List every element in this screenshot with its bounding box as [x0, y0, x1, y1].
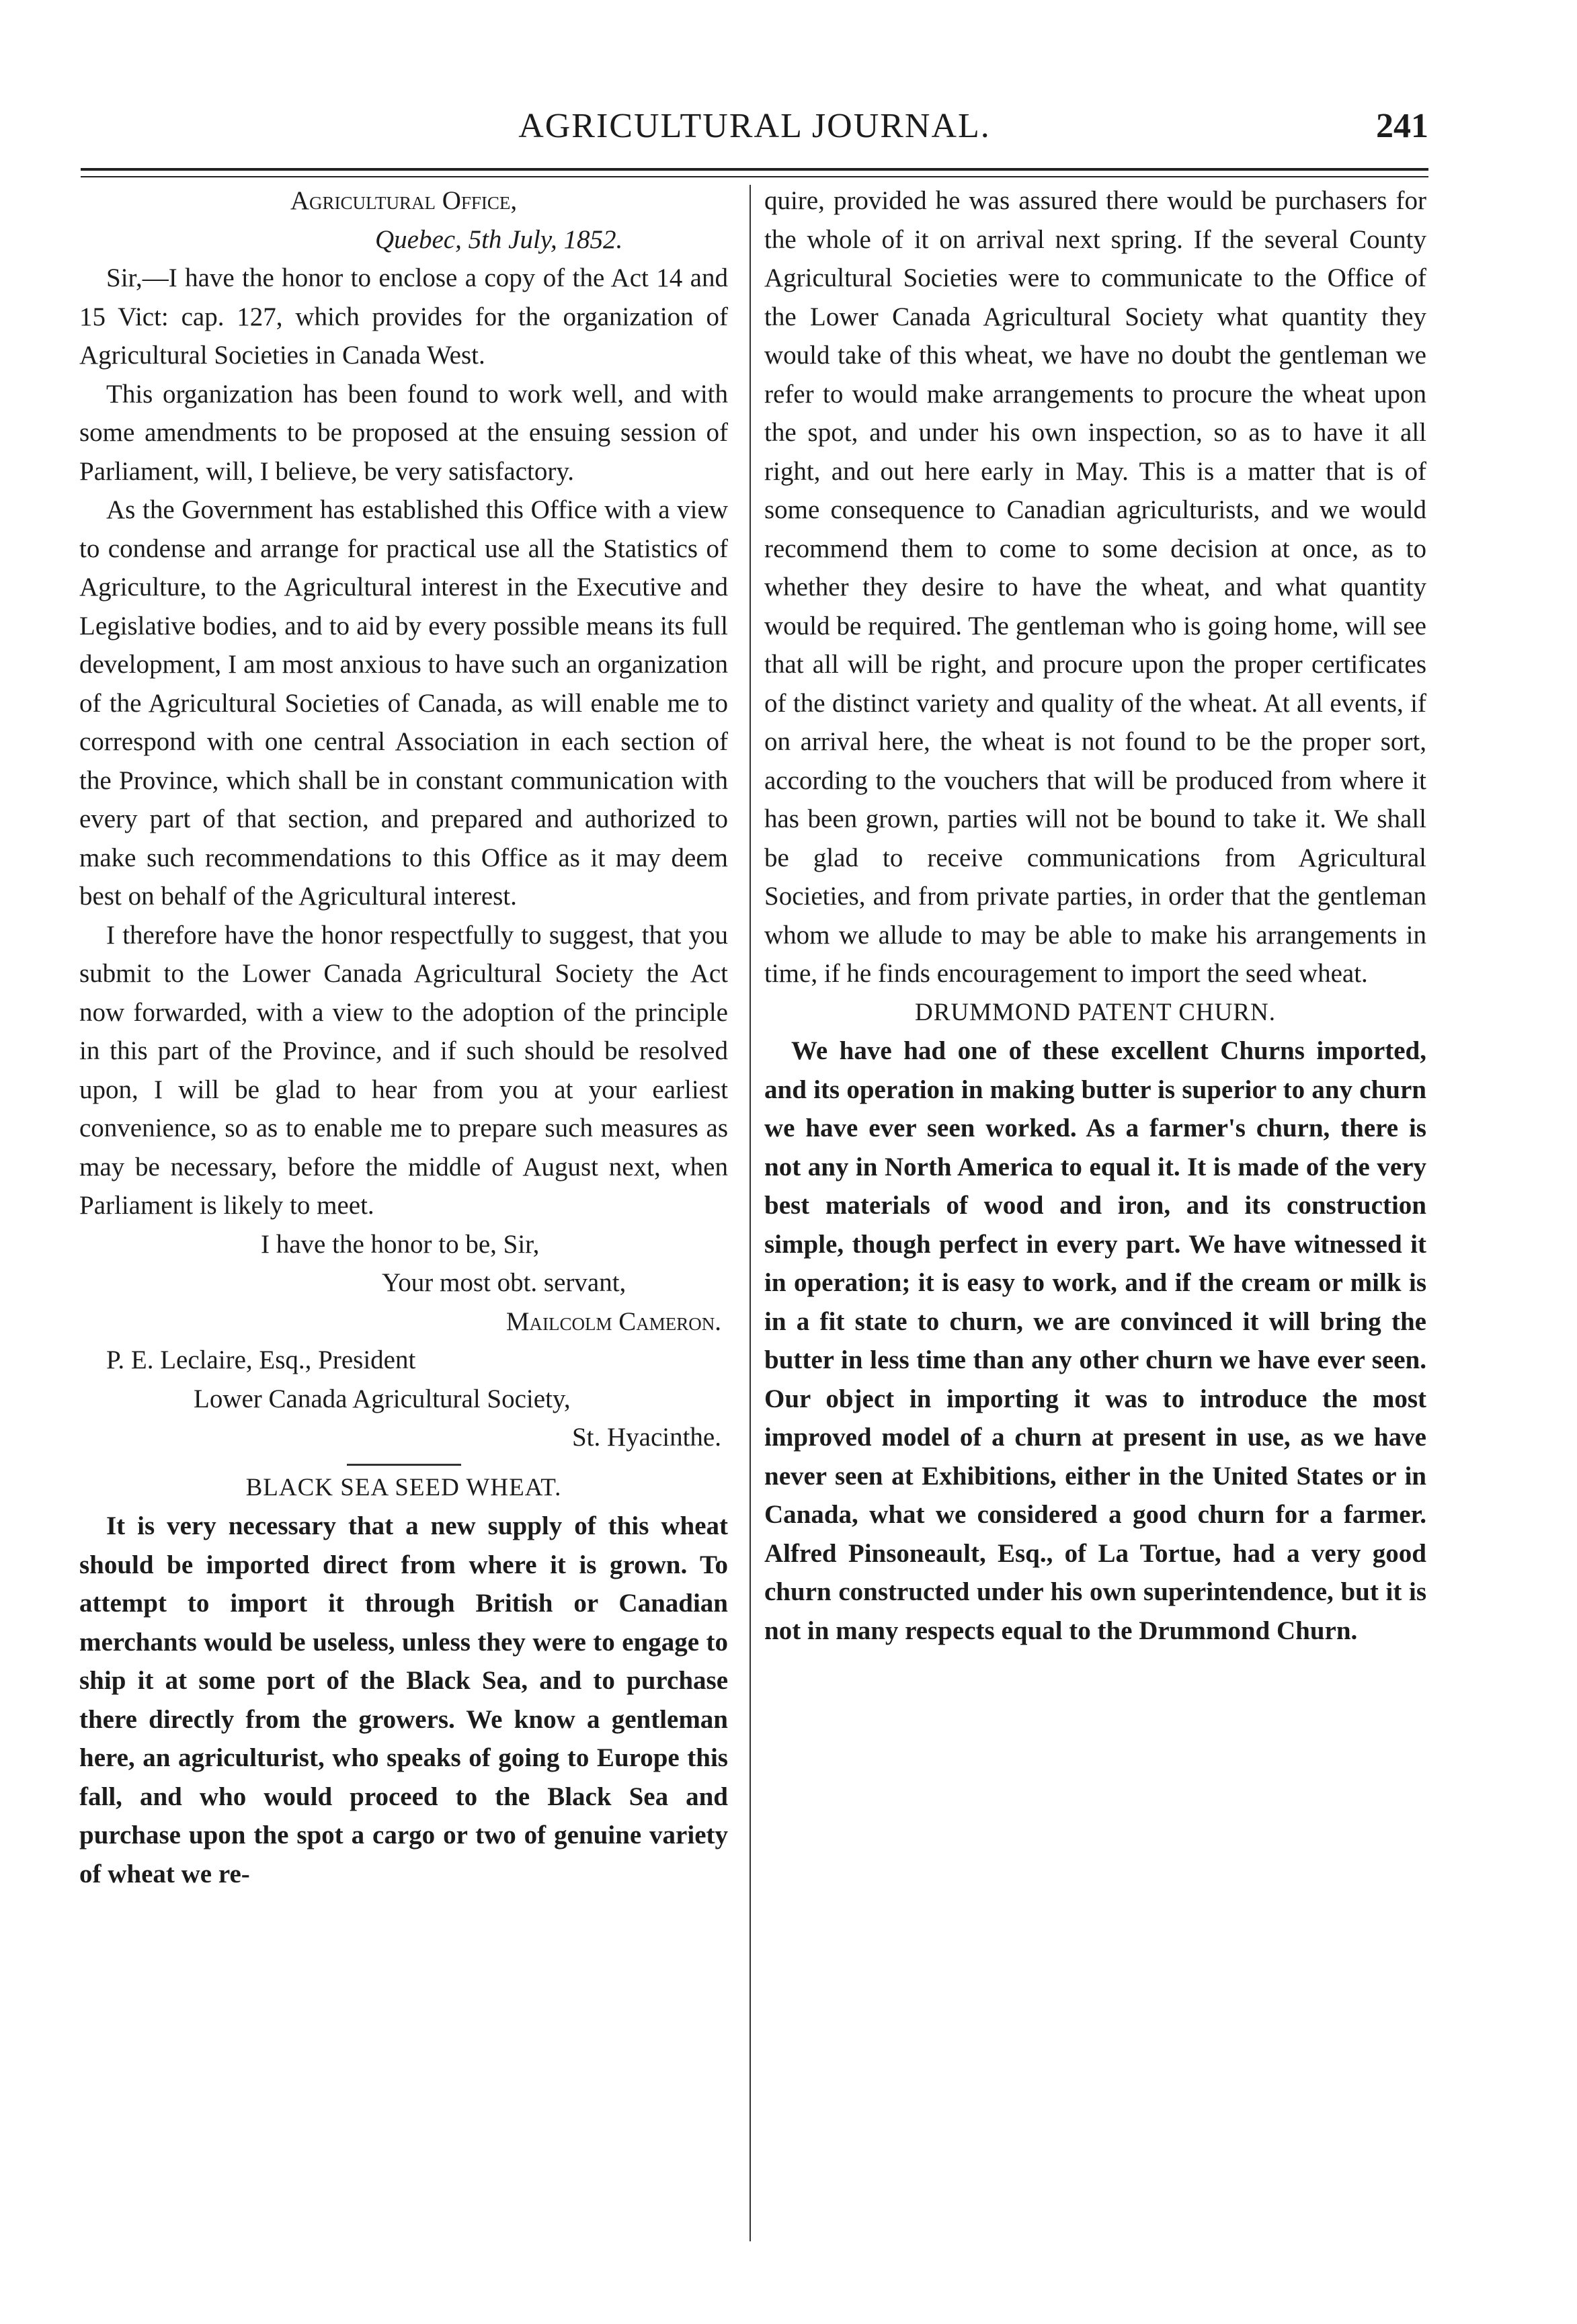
header-rule-thin — [81, 176, 1428, 177]
letter-closing-1: I have the honor to be, Sir, — [261, 1229, 540, 1259]
letter-office: Agricultural Office, — [290, 186, 518, 215]
page-number: 241 — [1376, 107, 1428, 145]
letter-closing-2: Your most obt. servant, — [382, 1268, 626, 1297]
left-column — [79, 181, 728, 1893]
black-sea-heading: BLACK SEA SEED WHEAT. — [245, 1473, 562, 1501]
journal-title: AGRICULTURAL JOURNAL. — [518, 107, 991, 145]
letter-dateline: Quebec, 5th July, 1852. — [375, 224, 623, 254]
letter-paragraph-3: As the Government has established this Office with a view to condense and arrange for practical use all the Statistics of Agriculture, to the Agricultural interest in the Executive and Legislative bodies, and to aid by every possible means its full development, I am most anxious to have such an organization of the Agricultural Societies of Canada, as will enable me to correspond with one central Association in each section of the Province, which shall be in constant communication with every part of that section, and prepared and authorized to make such recommendations to this Office as it may deem best on behalf of the Agricultural interest. — [79, 495, 728, 911]
section-separator — [347, 1464, 461, 1466]
column-divider — [750, 185, 751, 2241]
letter-paragraph-2: This organization has been found to work well, and with some amendments to be proposed at the ensuing session of Parliament, will, I believe, be very satisfactory. — [79, 379, 728, 486]
letter-addressee-2: Lower Canada Agricultural Society, — [194, 1384, 571, 1413]
churn-heading: DRUMMOND PATENT CHURN. — [914, 998, 1276, 1026]
letter-paragraph-4: I therefore have the honor respectfully to suggest, that you submit to the Lower Canada Agricultural Society the Act now forwarded, with a view to the adoption of the principle in this part of the Province, and if such should be resolved upon, I will be glad to hear from you at your earliest convenience, so as to enable me to prepare such measures as may be necessary, before the middle of August next, when Parliament is likely to meet. — [79, 920, 728, 1220]
letter-signature: Mailcolm Cameron. — [506, 1306, 721, 1336]
header-rule-thick — [81, 168, 1428, 171]
page-header — [81, 94, 1428, 155]
letter-addressee-1: P. E. Leclaire, Esq., President — [106, 1345, 416, 1374]
black-sea-text-right: quire, provided he was assured there would be purchasers for the whole of it on arrival next spring. If the several County Agricultural Societies were to communicate to the Office of the Lower Canada Agricultural Society what quantity they would take of this wheat, we have no doubt the gentleman we refer to would make arrangements to procure the wheat upon the spot, and under his own inspection, so as to have it all right, and out here early in May. This is a matter that is of some consequence to Canadian agriculturists, and we would recommend them to come to some decision at once, as to whether they desire to have the wheat, and what quantity would be required. The gentleman who is going home, will see that all will be right, and procure upon the proper certificates of the distinct variety and quality of the wheat. At all events, if on arrival here, the wheat is not found to be the proper sort, according to the vouchers that will be produced from where it has been grown, parties will not be bound to take it. We shall be glad to receive communications from Agricultural Societies, and from private parties, in order that the gentleman whom we allude to may be able to make his arrangements in time, if he finds encouragement to import the seed wheat. — [764, 186, 1426, 988]
black-sea-text-left: It is very necessary that a new supply of this wheat should be imported direct from where it is grown. To attempt to import it through British or Canadian merchants would be useless, unless they were to engage to ship it at some port of the Black Sea, and to purchase there directly from the growers. We know a gentleman here, an agriculturist, who speaks of going to Europe this fall, and who would proceed to the Black Sea and purchase upon the spot a cargo or two of genuine variety of wheat we re- — [79, 1511, 728, 1889]
churn-text: We have had one of these excellent Churns imported, and its operation in making butter is superior to any churn we have ever seen worked. As a farmer's churn, there is not any in North America to equal it. It is made of the very best materials of wood and iron, and its construction simple, though perfect in every part. We have witnessed it in operation; it is easy to work, and if the cream or milk is in a fit state to churn, we are convinced it will bring the butter in less time than any other churn we have ever seen. Our object in importing it was to introduce the most improved model of a churn at present in use, as we have never seen at Exhibitions, either in the United States or in Canada, what we considered a good churn for a farmer. Alfred Pinsoneault, Esq., of La Tortue, had a very good churn constructed under his own superintendence, but it is not in many respects equal to the Drummond Churn. — [764, 1036, 1426, 1645]
letter-paragraph-1: Sir,—I have the honor to enclose a copy of the Act 14 and 15 Vict: cap. 127, which provides for the organization of Agricultural Societies in Canada West. — [79, 263, 728, 370]
letter-addressee-3: St. Hyacinthe. — [571, 1423, 721, 1452]
right-column — [764, 181, 1426, 1650]
